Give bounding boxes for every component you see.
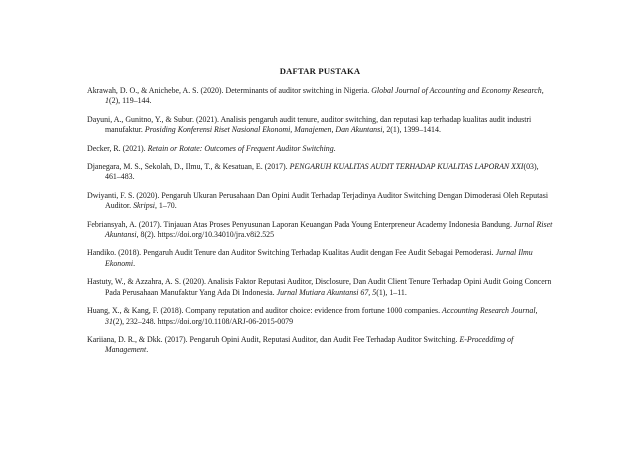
reference-entry (87, 86, 555, 107)
reference-text: Kariiana, D. R., & Dkk. (2017). Pengaruh Opini Audit, Reputasi Auditor, dan Audit Fee Terhadap Auditor Switching. (87, 334, 460, 344)
reference-text: Huang, X., & Kang, F. (2018). Company reputation and auditor choice: evidence from fortune 1000 companies. (87, 306, 443, 316)
reference-details: . (133, 258, 136, 268)
reference-source: Prosiding Konferensi Riset Nasional Ekonomi, Manajemen, Dan Akuntansi (144, 125, 383, 135)
reference-entry (87, 248, 555, 269)
reference-entry (87, 306, 555, 327)
reference-text: Akrawah, D. O., & Anichebe, A. S. (2020). Determinants of auditor switching in Nigeria. (87, 86, 372, 95)
reference-text: Djanegara, M. S., Sekolah, D., Ilmu, T., & Kesatuan, E. (2017). (87, 162, 290, 172)
reference-text: Hastuty, W., & Azzahra, A. S. (2020). Analisis Faktor Reputasi Auditor, Disclosure, Dan Audit Client Tenure Terhadap Opini Audit Going Concern Pada Perusahaan Manufaktur Yang Ada Di Indonesia. (87, 277, 552, 297)
reference-source: Jurnal Ilmu Ekonomi (105, 248, 533, 268)
reference-details: , 8(2). https://doi.org/10.34010/jra.v8i2.525 (136, 230, 275, 240)
reference-source: Retain or Rotate: Outcomes of Frequent Auditor Switching (147, 143, 334, 153)
reference-entry (87, 191, 555, 212)
reference-entry (87, 162, 555, 183)
reference-source: Global Journal of Accounting and Economy Research, 1 (105, 86, 544, 106)
reference-details: (2), 119–144. (108, 96, 152, 106)
reference-source: Jurnal Riset Akuntansi (105, 219, 553, 240)
reference-source: PENGARUH KUALITAS AUDIT TERHADAP KUALITAS LAPORAN XXI (289, 162, 524, 172)
reference-source: Jurnal Mutiara Akuntansi 67, 5 (276, 287, 377, 297)
reference-details: . (146, 345, 149, 355)
reference-details: . (333, 143, 336, 153)
reference-details: (03), 461–483. (105, 162, 539, 182)
reference-entry (87, 144, 555, 154)
reference-text: Handiko. (2018). Pengaruh Audit Tenure dan Auditor Switching Terhadap Kualitas Audit dengan Fee Audit Sebagai Pemoderasi. (87, 248, 496, 258)
reference-source: Skripsi (133, 201, 155, 211)
reference-entry (87, 335, 555, 356)
reference-text: Dwiyanti, F. S. (2020). Pengaruh Ukuran Perusahaan Dan Opini Audit Terhadap Terjadinya Auditor Switching Dengan Dimoderasi Oleh Reputasi Auditor. (87, 190, 549, 211)
reference-text: Decker, R. (2021). (87, 143, 148, 153)
reference-source: Accounting Research Journal, 31 (105, 306, 538, 326)
reference-text: Dayuni, A., Gunitno, Y., & Subur. (2021). Analisis pengaruh audit tenure, auditor switching, dan reputasi kap terhadap kualitas audit industri manufaktur. (87, 114, 532, 135)
reference-text: Febriansyah, A. (2017). Tinjauan Atas Proses Penyusunan Laporan Keuangan Pada Young Enterpreneur Academy Indonesia Bandung. (87, 219, 514, 229)
reference-list (87, 86, 555, 364)
reference-source: E-Proceddimg of Management (105, 334, 514, 355)
reference-entry (87, 277, 555, 298)
reference-entry (87, 220, 555, 241)
reference-details: (1), 1–11. (376, 287, 407, 297)
reference-details: , 1–70. (154, 201, 177, 211)
page-title: DAFTAR PUSTAKA (279, 66, 361, 76)
reference-details: , 2(1), 1399–1414. (382, 125, 441, 135)
reference-entry (87, 115, 555, 136)
reference-details: (2), 232–248. https://doi.org/10.1108/ARJ-06-2015-0079 (112, 316, 294, 326)
